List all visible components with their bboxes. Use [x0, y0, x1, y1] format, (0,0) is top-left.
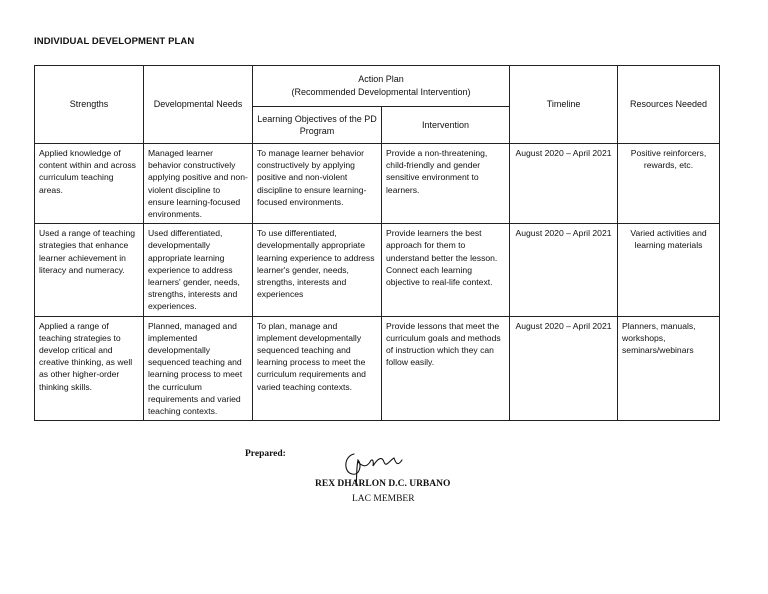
cell-strength: Applied knowledge of content within and across curriculum teaching areas.: [35, 144, 144, 224]
cell-objective: To use differentiated, developmentally appropriate learning experience to address learner's gender, needs, strengths, interests and experiences: [253, 224, 382, 316]
cell-timeline: August 2020 – April 2021: [510, 224, 618, 316]
header-resources: Resources Needed: [618, 66, 720, 144]
header-intervention: Intervention: [382, 107, 510, 144]
signer-role: LAC MEMBER: [352, 494, 415, 504]
header-action-plan: [253, 66, 510, 107]
cell-strength: Applied a range of teaching strategies to develop critical and creative thinking, as well as other higher-order thinking skills.: [35, 316, 144, 421]
cell-timeline: August 2020 – April 2021: [510, 316, 618, 421]
cell-intervention: Provide a non-threatening, child-friendly and gender sensitive environment to learners.: [382, 144, 510, 224]
cell-intervention: Provide lessons that meet the curriculum goals and methods of instruction which they can follow easily.: [382, 316, 510, 421]
cell-intervention: Provide learners the best approach for them to understand better the lesson. Connect each learning objective to real-life context.: [382, 224, 510, 316]
table-row: [35, 224, 720, 316]
table-row: [35, 316, 720, 421]
signer-name: REX DHARLON D.C. URBANO: [315, 479, 451, 489]
header-row-top: [35, 66, 720, 107]
table-row: [35, 144, 720, 224]
header-learning-objectives: Learning Objectives of the PD Program: [253, 107, 382, 144]
header-strengths: Strengths: [35, 66, 144, 144]
prepared-label: Prepared:: [245, 449, 286, 459]
cell-need: Managed learner behavior constructively applying positive and non-violent discipline to ensure learning-focused environments.: [144, 144, 253, 224]
cell-objective: To manage learner behavior constructively by applying positive and non-violent discipline to ensure learning-focused environments.: [253, 144, 382, 224]
header-developmental-needs: Developmental Needs: [144, 66, 253, 144]
header-action-plan-subtitle: (Recommended Developmental Intervention): [291, 87, 471, 97]
cell-need: Used differentiated, developmentally appropriate learning experience to address learners' gender, needs, strengths, interests and experiences.: [144, 224, 253, 316]
cell-need: Planned, managed and implemented developmentally sequenced teaching and learning process to meet the curriculum requirements and varied teaching contexts.: [144, 316, 253, 421]
cell-objective: To plan, manage and implement developmentally sequenced teaching and learning process to meet the curriculum requirements and varied teaching contexts.: [253, 316, 382, 421]
document-title: INDIVIDUAL DEVELOPMENT PLAN: [34, 36, 195, 47]
cell-strength: Used a range of teaching strategies that enhance learner achievement in literacy and numeracy.: [35, 224, 144, 316]
cell-timeline: August 2020 – April 2021: [510, 144, 618, 224]
cell-resources: Positive reinforcers, rewards, etc.: [618, 144, 720, 224]
header-action-plan-title: Action Plan: [358, 74, 404, 84]
development-plan-table: [34, 65, 720, 421]
cell-resources: Varied activities and learning materials: [618, 224, 720, 316]
header-timeline: Timeline: [510, 66, 618, 144]
cell-resources: Planners, manuals, workshops, seminars/webinars: [618, 316, 720, 421]
